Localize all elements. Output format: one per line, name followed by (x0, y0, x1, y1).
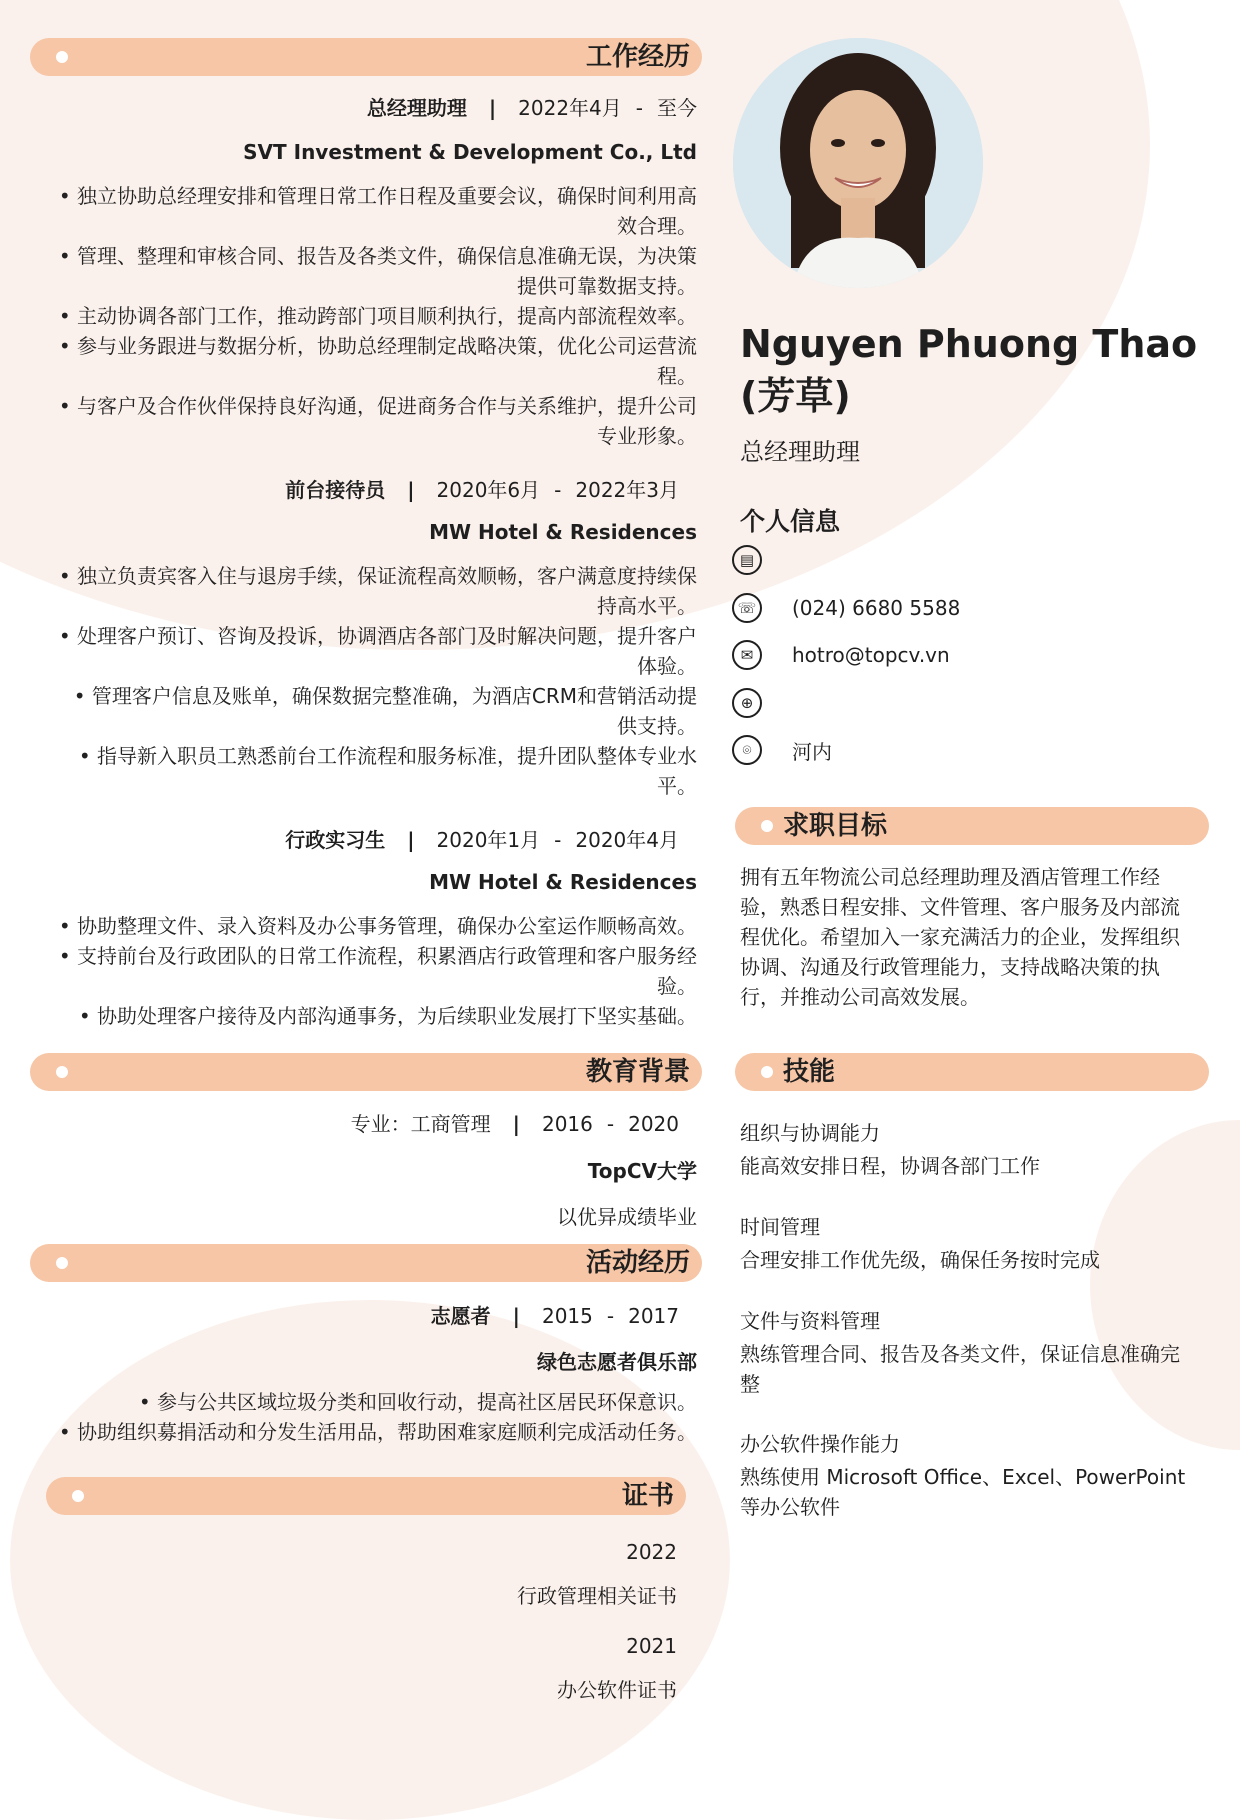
skill-name: 组织与协调能力 (740, 1121, 880, 1145)
date-dash: - (554, 828, 562, 852)
job-company: MW Hotel & Residences (429, 870, 697, 894)
activity-start: 2015 (541, 1304, 593, 1328)
separator: | (488, 96, 497, 120)
separator: | (407, 478, 415, 502)
certificate-year: 2022 (626, 1540, 677, 1564)
profile-photo (733, 38, 983, 288)
list-item: • 支持前台及行政团队的日常工作流程，积累酒店行政管理和客户服务经验。 (57, 941, 697, 1001)
list-item: • 参与公共区域垃圾分类和回收行动，提高社区居民环保意识。 (57, 1387, 697, 1417)
job-company: MW Hotel & Residences (429, 520, 697, 544)
skill-name: 办公软件操作能力 (740, 1432, 900, 1456)
certificates-block (40, 0, 697, 1720)
date-dash: - (635, 96, 643, 120)
activity-org: 绿色志愿者俱乐部 (537, 1350, 697, 1374)
profile-title: 总经理助理 (740, 438, 860, 466)
skill-desc: 熟练管理合同、报告及各类文件，保证信息准确完整 (740, 1342, 1180, 1396)
activity-role: 志愿者 (430, 1304, 491, 1328)
separator: | (512, 1112, 520, 1136)
contact-value: (024) 6680 5588 (792, 596, 961, 620)
section-title: 工作经历 (585, 42, 690, 72)
section-title: 求职目标 (783, 811, 888, 841)
separator: | (512, 1304, 520, 1328)
section-title: 技能 (783, 1057, 836, 1087)
contact-email (732, 638, 950, 672)
list-item: • 与客户及合作伙伴保持良好沟通，促进商务合作与关系维护，提升公司专业形象。 (57, 391, 697, 451)
education-major: 专业：工商管理 (350, 1112, 491, 1136)
job-role: 总经理助理 (366, 96, 467, 120)
list-item: • 参与业务跟进与数据分析，协助总经理制定战略决策，优化公司运营流程。 (57, 331, 697, 391)
list-item: • 协助处理客户接待及内部沟通事务，为后续职业发展打下坚实基础。 (57, 1001, 697, 1031)
objective-text: 拥有五年物流公司总经理助理及酒店管理工作经验，熟悉日程安排、文件管理、客户服务及内部流程优化。希望加入一家充满活力的企业，发挥组织协调、沟通及行政管理能力，支持战略决策的执行，并推动公司高效发展。 (740, 865, 1180, 1009)
skill-desc: 合理安排工作优先级，确保任务按时完成 (740, 1248, 1100, 1272)
list-item: • 协助整理文件、录入资料及办公事务管理，确保办公室运作顺畅高效。 (57, 911, 697, 941)
certificate-name: 办公软件证书 (557, 1678, 677, 1702)
list-item: • 独立负责宾客入住与退房手续，保证流程高效顺畅，客户满意度持续保持高水平。 (57, 561, 697, 621)
list-item: • 协助组织募捐活动和分发生活用品，帮助困难家庭顺利完成活动任务。 (57, 1417, 697, 1447)
job-role: 前台接待员 (285, 478, 386, 502)
contact-value[interactable]: hotro@topcv.vn (792, 643, 950, 667)
list-item: • 主动协调各部门工作，推动跨部门项目顺利执行，提高内部流程效率。 (57, 301, 697, 331)
list-item: • 指导新入职员工熟悉前台工作流程和服务标准，提升团队整体专业水平。 (57, 741, 697, 801)
calendar-icon: ▤ (732, 545, 762, 575)
education-note: 以优异成绩毕业 (557, 1205, 697, 1229)
avatar-illustration (733, 38, 983, 288)
education-start: 2016 (541, 1112, 593, 1136)
section-title: 证书 (621, 1481, 674, 1511)
job-end: 2020年4月 (575, 828, 679, 852)
date-dash: - (606, 1304, 615, 1328)
location-icon: ⌾ (732, 735, 762, 765)
separator: | (407, 828, 415, 852)
skill-desc: 熟练使用 Microsoft Office、Excel、PowerPoint 等办公软件 (740, 1465, 1186, 1519)
list-item: • 独立协助总经理安排和管理日常工作日程及重要会议，确保时间利用高效合理。 (57, 181, 697, 241)
skills-section-header (735, 1053, 1209, 1091)
section-title: 活动经历 (585, 1248, 690, 1278)
education-school: TopCV大学 (587, 1159, 697, 1183)
globe-icon: ⊕ (732, 688, 762, 718)
contact-value: 河内 (792, 739, 832, 764)
job-company: SVT Investment & Development Co., Ltd (243, 140, 697, 164)
certificate-year: 2021 (626, 1634, 677, 1658)
date-dash: - (606, 1112, 615, 1136)
contact-phone (732, 591, 960, 625)
job-end: 至今 (657, 96, 697, 120)
list-item: • 管理、整理和审核合同、报告及各类文件，确保信息准确无误，为决策提供可靠数据支持。 (57, 241, 697, 301)
date-dash: - (554, 478, 562, 502)
phone-icon: ☏ (732, 593, 762, 623)
activity-end: 2017 (628, 1304, 679, 1328)
contact-website (732, 686, 792, 720)
certificate-name: 行政管理相关证书 (517, 1584, 677, 1608)
job-start: 2020年1月 (436, 828, 541, 852)
contact-birthday (732, 543, 792, 577)
education-end: 2020 (628, 1112, 679, 1136)
contact-address (732, 733, 832, 767)
bullet-dot-icon (761, 1066, 773, 1078)
job-role: 行政实习生 (285, 828, 386, 852)
skill-name: 文件与资料管理 (740, 1309, 880, 1333)
job-end: 2022年3月 (575, 478, 679, 502)
job-start: 2020年6月 (436, 478, 541, 502)
list-item: • 管理客户信息及账单，确保数据完整准确，为酒店CRM和营销活动提供支持。 (57, 681, 697, 741)
job-start: 2022年4月 (518, 96, 622, 120)
skill-name: 时间管理 (740, 1215, 820, 1239)
objective-section-header (735, 807, 1209, 845)
list-item: • 处理客户预订、咨询及投诉，协调酒店各部门及时解决问题，提升客户体验。 (57, 621, 697, 681)
personal-info-heading: 个人信息 (740, 507, 841, 536)
profile-name: Nguyen Phuong Thao (芳草) (740, 322, 1198, 418)
skill-desc: 能高效安排日程，协调各部门工作 (740, 1154, 1040, 1178)
section-title: 教育背景 (585, 1057, 690, 1087)
mail-icon: ✉ (732, 640, 762, 670)
bullet-dot-icon (761, 820, 773, 832)
